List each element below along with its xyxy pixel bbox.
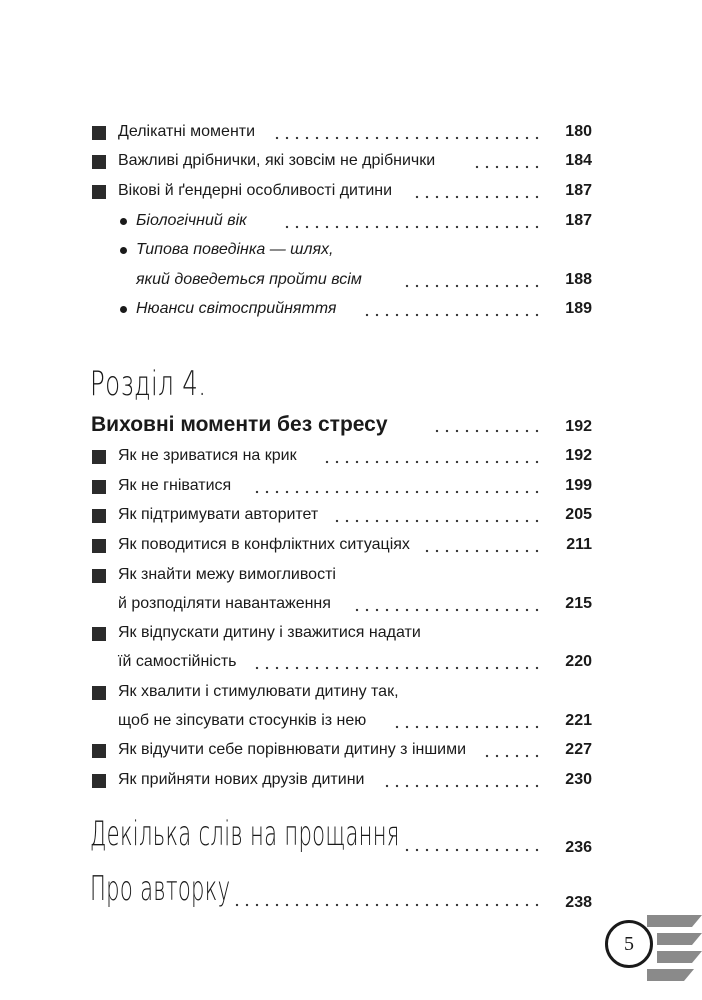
toc-entry-title-line1: Як хвалити і стимулювати дитину так, xyxy=(118,683,399,700)
square-bullet-icon xyxy=(92,185,106,199)
toc-entry-page: 215 xyxy=(565,595,592,612)
toc-subentry-page: 187 xyxy=(565,212,592,229)
toc-entry xyxy=(0,181,702,211)
farewell-title: Декілька слів на прощання xyxy=(90,814,400,854)
toc-entry-title-line2: й розподіляти навантаження xyxy=(118,595,331,612)
dot-bullet-icon xyxy=(120,218,127,225)
toc-entry-page: 230 xyxy=(565,771,592,788)
dot-leader xyxy=(422,549,540,553)
toc-entry-page: 220 xyxy=(565,653,592,670)
square-bullet-icon xyxy=(92,686,106,700)
toc-subentry-title: Біологічний вік xyxy=(136,212,247,229)
toc-entry-title: Як не зриватися на крик xyxy=(118,447,297,464)
toc-subentry xyxy=(0,211,702,241)
dot-leader xyxy=(482,754,540,758)
square-bullet-icon xyxy=(92,744,106,758)
square-bullet-icon xyxy=(92,509,106,523)
toc-entry xyxy=(0,476,702,506)
dot-leader xyxy=(382,784,540,788)
toc-entry-title-line2: їй самостійність xyxy=(118,653,237,670)
toc-entry-title-line1: Як знайти межу вимогливості xyxy=(118,566,336,583)
farewell-row xyxy=(0,810,702,860)
square-bullet-icon xyxy=(92,774,106,788)
dot-bullet-icon xyxy=(120,306,127,313)
dot-leader xyxy=(272,136,540,140)
dot-leader xyxy=(362,313,540,317)
toc-entry-page: 187 xyxy=(565,182,592,199)
toc-entry-title: Як відучити себе порівнювати дитину з іншими xyxy=(118,741,467,758)
toc-entry xyxy=(0,505,702,535)
toc-entry xyxy=(0,623,702,683)
dot-leader xyxy=(232,903,540,907)
toc-subentry-title: Нюанси світосприйняття xyxy=(136,300,337,317)
toc-entry-title-line2: щоб не зіпсувати стосунків із нею xyxy=(118,712,367,729)
dot-leader xyxy=(402,284,540,288)
page-number: 5 xyxy=(605,920,653,968)
dot-leader xyxy=(332,519,540,523)
toc-entry xyxy=(0,151,702,181)
dot-leader xyxy=(402,848,540,852)
toc-entry xyxy=(0,682,702,742)
toc-subentry-title-line2: який доведеться пройти всім xyxy=(136,271,362,288)
square-bullet-icon xyxy=(92,569,106,583)
dot-leader xyxy=(392,725,540,729)
toc-entry-page: 199 xyxy=(565,477,592,494)
toc-entry-title: Як не гніватися xyxy=(118,477,232,494)
square-bullet-icon xyxy=(92,539,106,553)
toc-entry-page: 192 xyxy=(565,447,592,464)
dot-leader xyxy=(322,460,540,464)
dot-leader xyxy=(252,666,540,670)
toc-entry-page: 227 xyxy=(565,741,592,758)
dot-bullet-icon xyxy=(120,247,127,254)
toc-entry-page: 180 xyxy=(565,123,592,140)
toc-entry xyxy=(0,565,702,625)
toc-subentry xyxy=(0,240,702,300)
toc-entry-title-line1: Як відпускати дитину і зважитися надати xyxy=(118,624,421,641)
square-bullet-icon xyxy=(92,155,106,169)
dot-leader xyxy=(352,608,540,612)
toc-entry-title: Делікатні моменти xyxy=(118,123,256,140)
chapter-title-row xyxy=(0,412,702,442)
chapter-page: 192 xyxy=(565,418,592,435)
dot-leader xyxy=(432,429,540,433)
toc-entry-title: Як поводитися в конфліктних ситуаціях xyxy=(118,536,410,553)
toc-subentry-page: 189 xyxy=(565,300,592,317)
toc-entry-title: Важливі дрібнички, які зовсім не дрібнички xyxy=(118,152,436,169)
farewell-page: 236 xyxy=(565,839,592,856)
toc-entry-title: Як підтримувати авторитет xyxy=(118,506,319,523)
toc-entry-page: 211 xyxy=(566,536,592,553)
square-bullet-icon xyxy=(92,450,106,464)
toc-entry xyxy=(0,535,702,565)
toc-entry xyxy=(0,122,702,152)
about-page: 238 xyxy=(565,894,592,911)
toc-subentry-page: 188 xyxy=(565,271,592,288)
toc-entry-page: 221 xyxy=(565,712,592,729)
dot-leader xyxy=(282,225,540,229)
toc-entry-title: Вікові й ґендерні особливості дитини xyxy=(118,182,393,199)
toc-subentry xyxy=(0,299,702,329)
square-bullet-icon xyxy=(92,126,106,140)
dot-leader xyxy=(252,490,540,494)
toc-subentry-title-line1: Типова поведінка — шлях, xyxy=(136,241,334,258)
toc-entry-page: 205 xyxy=(565,506,592,523)
chapter-title: Виховні моменти без стресу xyxy=(91,413,388,436)
dot-leader xyxy=(412,195,540,199)
toc-entry xyxy=(0,770,702,800)
chapter-label: Розділ 4. xyxy=(90,364,207,404)
toc-entry-page: 184 xyxy=(565,152,592,169)
toc-entry-title: Як прийняти нових друзів дитини xyxy=(118,771,365,788)
about-title: Про авторку xyxy=(90,869,231,909)
about-row xyxy=(0,865,702,915)
square-bullet-icon xyxy=(92,480,106,494)
toc-entry xyxy=(0,740,702,770)
toc-entry xyxy=(0,446,702,476)
square-bullet-icon xyxy=(92,627,106,641)
dot-leader xyxy=(472,165,540,169)
